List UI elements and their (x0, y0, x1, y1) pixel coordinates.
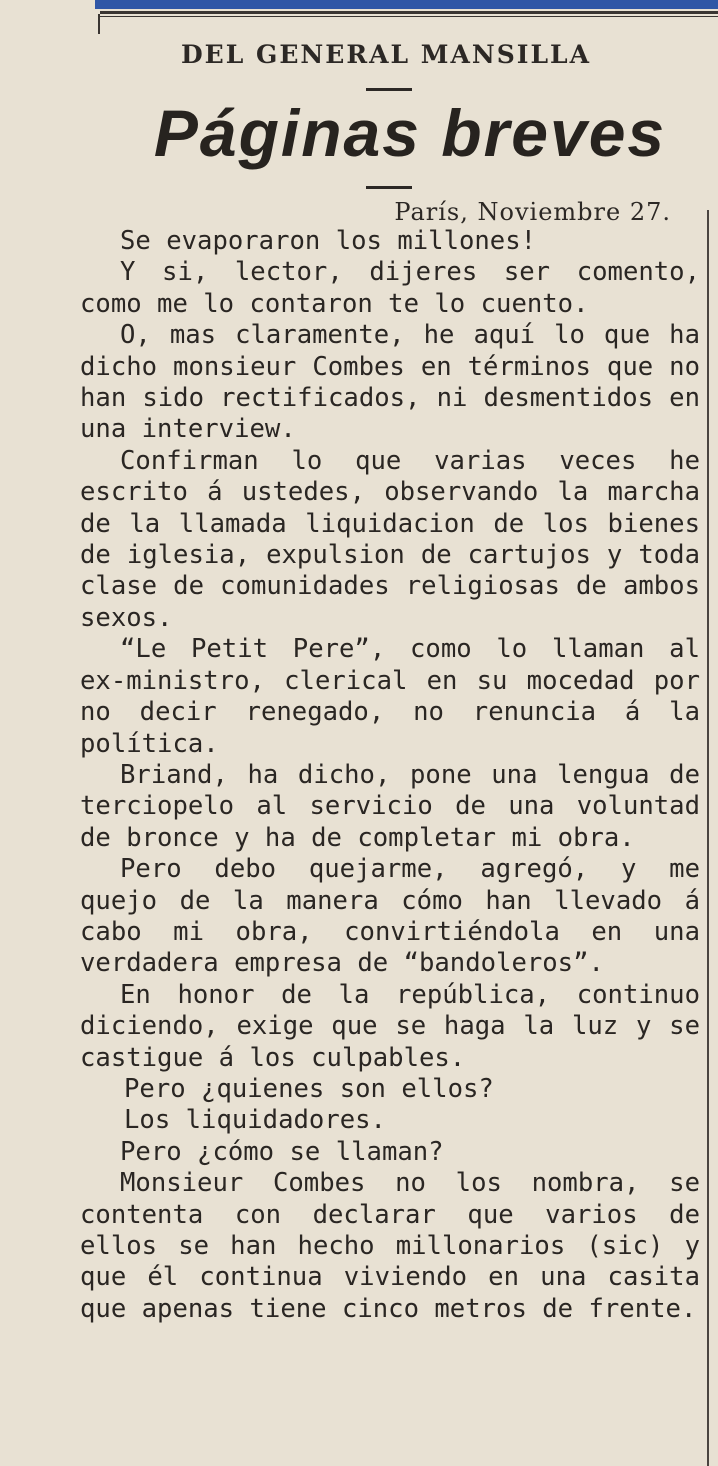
kicker: DEL GENERAL MANSILLA (180, 40, 591, 69)
headline-divider (366, 186, 412, 189)
paragraph: Briand, ha dicho, pone una lengua de terciopelo al servicio de una voluntad de bronce y ha de completar mi obra. (80, 759, 700, 853)
dateline: París, Noviembre 27. (394, 198, 671, 226)
paragraph: O, mas claramente, he aquí lo que ha dicho monsieur Combes en términos que no han sido rectificados, ni desmentidos en una interview. (80, 320, 700, 445)
kicker-divider (366, 88, 412, 91)
column-left-rule (98, 14, 100, 34)
article-body (80, 226, 700, 1325)
paragraph: Y si, lector, dijeres ser comento, como me lo contaron te lo cuento. (80, 257, 700, 319)
column-right-rule (707, 210, 709, 1466)
headline: Páginas breves (153, 96, 667, 170)
paragraph: Se evaporaron los millones! (120, 226, 537, 256)
column-top-rule (100, 11, 718, 17)
paragraph: “Le Petit Pere”, como lo llaman al ex-ministro, clerical en su mocedad por no decir renegado, no renuncia á la política. (80, 634, 700, 759)
paragraph: Monsieur Combes no los nombra, se contenta con declarar que varios de ellos se han hecho millonarios (sic) y que él continua viviendo en una casita que apenas tiene cinco metros de frente. (80, 1168, 700, 1324)
paragraph: Pero ¿cómo se llaman? (120, 1136, 444, 1167)
paragraph: Pero debo quejarme, agregó, y me quejo de la manera cómo han llevado á cabo mi obra, convirtiéndola en una verdadera empresa de “bandoleros”. (80, 854, 700, 979)
paragraph: Los liquidadores. (124, 1105, 386, 1136)
paragraph: Confirman lo que varias veces he escrito á ustedes, observando la marcha de la llamada liquidacion de los bienes de iglesia, expulsion de cartujos y toda clase de comunidades religiosas de ambos sexos. (80, 445, 700, 633)
page-edge-band (95, 0, 718, 9)
paragraph: En honor de la república, continuo diciendo, exige que se haga la luz y se castigue á los culpables. (80, 979, 700, 1073)
paragraph: Pero ¿quienes son ellos? (124, 1073, 494, 1104)
